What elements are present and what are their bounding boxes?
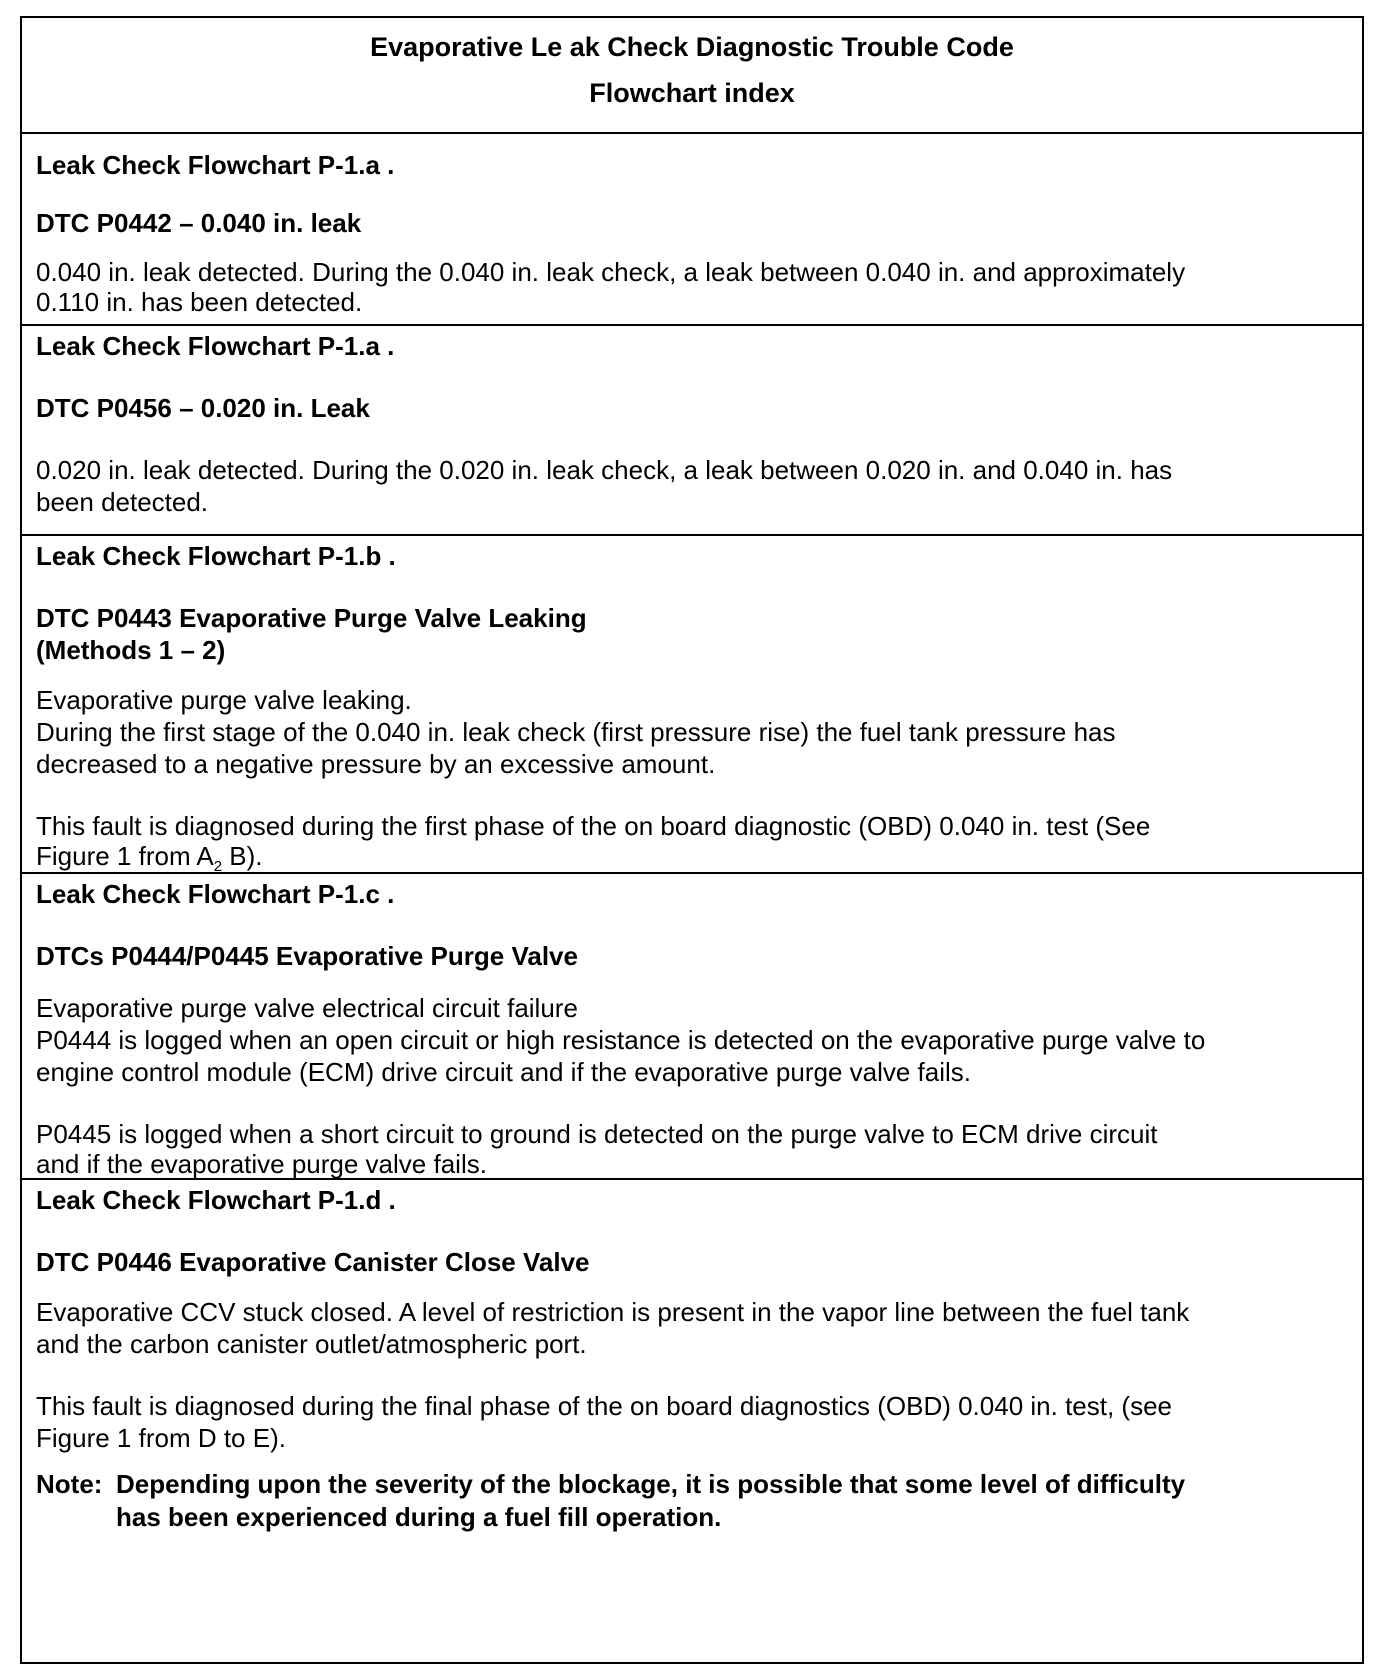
flowchart-reference: Leak Check Flowchart P-1.a . (36, 150, 395, 180)
section-p0444-p0445 (22, 872, 1362, 1180)
page-subtitle: Flowchart index (589, 78, 795, 108)
description-line: Figure 1 from $A_2$ B). (36, 841, 263, 874)
description-line: 0.020 in. leak detected. During the 0.020 in. leak check, a leak between 0.020 in. and 0.040 in. has (36, 455, 1173, 485)
page-header (22, 18, 1362, 134)
note-text-line: Depending upon the severity of the blockage, it is possible that some level of difficulty (116, 1469, 1186, 1499)
page-title: Evaporative Le ak Check Diagnostic Trouble Code (370, 32, 1014, 62)
flowchart-reference: Leak Check Flowchart P-1.b . (36, 541, 396, 571)
description-line: P0445 is logged when a short circuit to ground is detected on the purge valve to ECM drive circuit (36, 1119, 1158, 1149)
section-p0443 (22, 534, 1362, 874)
description-line: During the first stage of the 0.040 in. leak check (first pressure rise) the fuel tank pressure has (36, 717, 1116, 747)
description-line: Figure 1 from D to E). (36, 1423, 286, 1453)
flowchart-reference: Leak Check Flowchart P-1.c . (36, 879, 395, 909)
description-line: Evaporative CCV stuck closed. A level of restriction is present in the vapor line between the fuel tank (36, 1297, 1190, 1327)
note-text-line: has been experienced during a fuel fill operation. (116, 1502, 722, 1532)
section-p0456 (22, 324, 1362, 536)
dtc-heading: DTC P0446 Evaporative Canister Close Valve (36, 1247, 590, 1277)
section-p0442 (22, 132, 1362, 326)
dtc-heading: DTC P0456 – 0.020 in. Leak (36, 393, 370, 423)
description-line: and if the evaporative purge valve fails. (36, 1149, 487, 1179)
description-line: This fault is diagnosed during the final phase of the on board diagnostics (OBD) 0.040 in. test, (see (36, 1391, 1173, 1421)
note-label: Note: (36, 1469, 103, 1499)
dtc-heading: DTCs P0444/P0445 Evaporative Purge Valve (36, 941, 578, 971)
flowchart-reference: Leak Check Flowchart P-1.d . (36, 1185, 396, 1215)
description-line: This fault is diagnosed during the first phase of the on board diagnostic (OBD) 0.040 in. test (See (36, 811, 1151, 841)
dtc-heading: DTC P0442 – 0.040 in. leak (36, 208, 362, 238)
document-frame (20, 16, 1364, 1664)
description-line: 0.110 in. has been detected. (36, 287, 363, 317)
flowchart-reference: Leak Check Flowchart P-1.a . (36, 331, 395, 361)
description-line: and the carbon canister outlet/atmospheric port. (36, 1329, 587, 1359)
dtc-heading-methods: (Methods 1 – 2) (36, 635, 226, 665)
description-line: been detected. (36, 487, 209, 517)
subscript: 2 (213, 858, 223, 874)
description-line: decreased to a negative pressure by an excessive amount. (36, 749, 716, 779)
description-line: engine control module (ECM) drive circuit and if the evaporative purge valve fails. (36, 1057, 972, 1087)
description-line: Evaporative purge valve electrical circuit failure (36, 993, 578, 1023)
description-line: 0.040 in. leak detected. During the 0.040 in. leak check, a leak between 0.040 in. and approximately (36, 257, 1186, 287)
note-block (36, 1468, 1348, 1534)
description-line: Evaporative purge valve leaking. (36, 685, 412, 715)
section-p0446 (22, 1178, 1362, 1662)
description-line: P0444 is logged when an open circuit or high resistance is detected on the evaporative purge valve to (36, 1025, 1206, 1055)
dtc-heading: DTC P0443 Evaporative Purge Valve Leaking (36, 603, 587, 633)
